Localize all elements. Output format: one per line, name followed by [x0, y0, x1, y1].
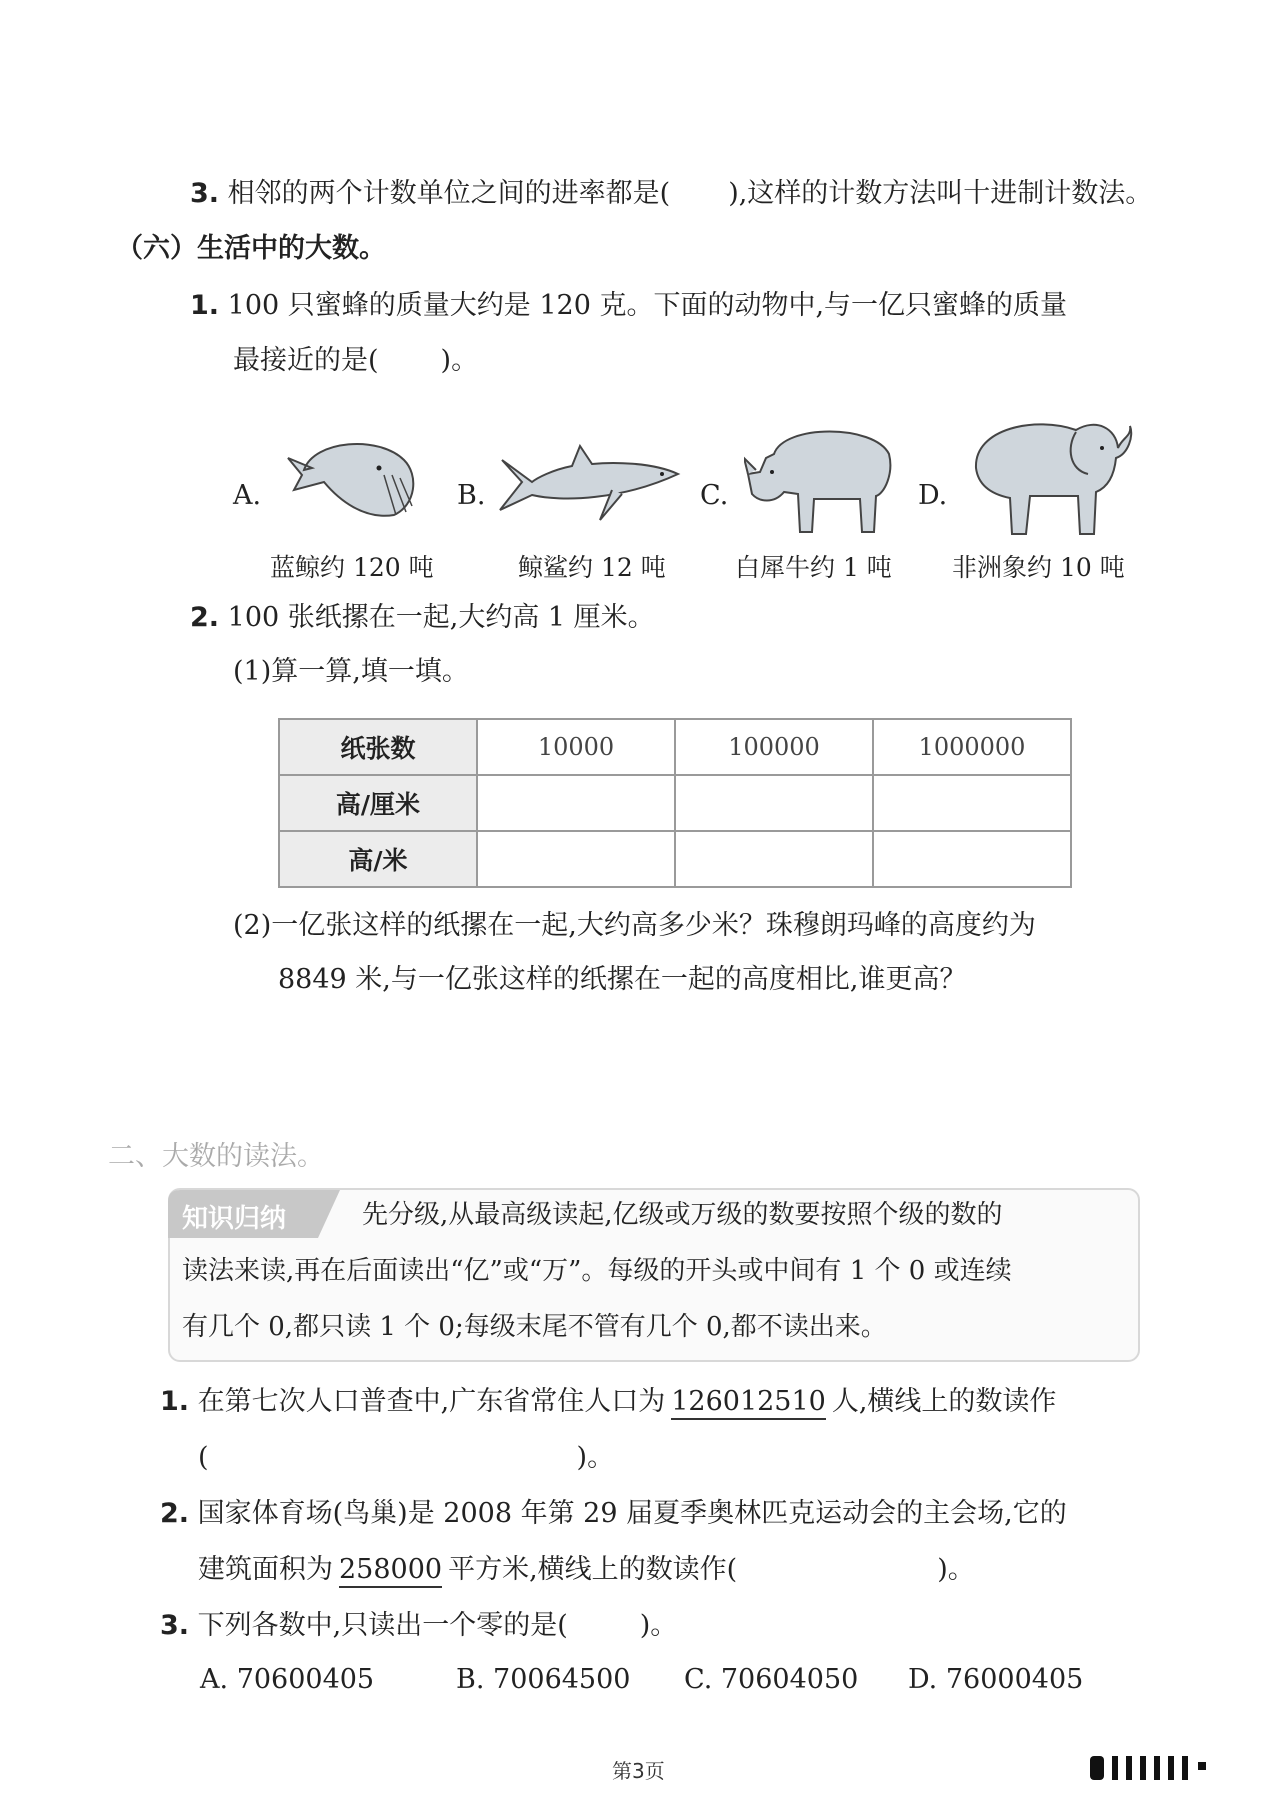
- table-row: [279, 775, 1071, 831]
- answer-cell[interactable]: [873, 831, 1071, 887]
- answer-prompt: 最接近的是(: [233, 345, 379, 376]
- question-text: 100 张纸摞在一起,大约高 1 厘米。: [227, 602, 655, 633]
- option-letter: B.: [456, 1664, 485, 1695]
- answer-prompt-end: )。: [440, 345, 479, 376]
- question-text: 国家体育场(鸟巢)是 2008 年第 29 届夏季奥林匹克运动会的主会场,它的: [197, 1498, 1067, 1529]
- option-label-c: 白犀牛约 1 吨: [735, 553, 892, 582]
- p6-question-2-sub1: (1)算一算,填一填。: [233, 656, 469, 687]
- option-value: 76000405: [945, 1664, 1084, 1695]
- option-letter-d: D.: [918, 480, 948, 511]
- s2-option-b: [456, 1664, 630, 1696]
- p6-question-2: [190, 602, 655, 634]
- question-text-a: 建筑面积为: [198, 1554, 333, 1585]
- p6-question-2-sub2-line2: 8849 米,与一亿张这样的纸摞在一起的高度相比,谁更高？: [278, 964, 967, 995]
- question-3-prev: [190, 178, 1152, 210]
- question-number: 1.: [160, 1386, 190, 1417]
- p6-question-1-line1: [190, 290, 1067, 322]
- elephant-icon: [966, 408, 1136, 536]
- option-letter-a: A.: [233, 480, 262, 511]
- question-text: 下列各数中,只读出一个零的是(: [197, 1610, 568, 1641]
- s2-question-1-line1: [160, 1386, 1056, 1418]
- question-text: 100 只蜜蜂的质量大约是 120 克。下面的动物中,与一亿只蜜蜂的质量: [227, 290, 1068, 321]
- option-letter: D.: [908, 1664, 938, 1695]
- answer-cell[interactable]: [477, 831, 675, 887]
- s2-option-a: [200, 1664, 374, 1696]
- question-text-b: 平方米,横线上的数读作(: [448, 1554, 738, 1585]
- table-cell: 10000: [477, 719, 675, 775]
- question-number: 2.: [160, 1498, 190, 1529]
- question-text: 相邻的两个计数单位之间的进率都是(: [227, 178, 671, 209]
- option-letter: A.: [200, 1664, 229, 1695]
- knowledge-line-2: 读法来读,再在后面读出“亿”或“万”。每级的开头或中间有 1 个 0 或连续: [182, 1256, 1012, 1286]
- s2-option-d: [908, 1664, 1083, 1696]
- row-header: 高/厘米: [279, 775, 477, 831]
- row-header: 高/米: [279, 831, 477, 887]
- s2-question-1-line2: [198, 1442, 614, 1474]
- answer-open: (: [198, 1442, 209, 1473]
- underlined-number: 126012510: [671, 1386, 826, 1420]
- rhino-icon: [744, 414, 896, 534]
- option-letter: C.: [684, 1664, 713, 1695]
- question-text-b: 人,横线上的数读作: [831, 1386, 1057, 1417]
- p6-question-1-line2: [233, 345, 478, 377]
- option-value: 70600405: [236, 1664, 375, 1695]
- option-label-a: 蓝鲸约 120 吨: [270, 553, 434, 582]
- s2-question-2-line2: [198, 1554, 975, 1586]
- s2-question-3: [160, 1610, 677, 1642]
- option-letter-c: C.: [700, 480, 729, 511]
- option-value: 70064500: [493, 1664, 631, 1695]
- page-number: 第3页: [612, 1759, 665, 1783]
- table-row: [279, 831, 1071, 887]
- table-row: [279, 719, 1071, 775]
- knowledge-tag: 知识归纳: [182, 1204, 287, 1234]
- table-cell: 1000000: [873, 719, 1071, 775]
- p6-question-2-sub2-line1: (2)一亿张这样的纸摞在一起,大约高多少米？珠穆朗玛峰的高度约为: [233, 910, 1036, 941]
- section-2-title: 二、大数的读法。: [108, 1141, 324, 1172]
- answer-cell[interactable]: [675, 775, 873, 831]
- answer-close: )。: [576, 1442, 615, 1473]
- question-number: 3.: [190, 178, 220, 209]
- question-text: 在第七次人口普查中,广东省常住人口为: [197, 1386, 666, 1417]
- option-label-d: 非洲象约 10 吨: [952, 553, 1125, 582]
- option-letter-b: B.: [457, 480, 486, 511]
- question-text-c: )。: [937, 1554, 975, 1585]
- knowledge-line-1: 先分级,从最高级读起,亿级或万级的数要按照个级的数的: [362, 1200, 1003, 1230]
- table-cell: 100000: [675, 719, 873, 775]
- shark-icon: [492, 440, 684, 530]
- answer-cell[interactable]: [675, 831, 873, 887]
- option-label-b: 鲸鲨约 12 吨: [518, 553, 666, 582]
- row-header: 纸张数: [279, 719, 477, 775]
- answer-cell[interactable]: [873, 775, 1071, 831]
- paper-table: [278, 718, 1072, 888]
- question-number: 3.: [160, 1610, 190, 1641]
- s2-question-2-line1: [160, 1498, 1067, 1530]
- s2-option-c: [684, 1664, 858, 1696]
- answer-cell[interactable]: [477, 775, 675, 831]
- question-number: 2.: [190, 602, 220, 633]
- question-number: 1.: [190, 290, 220, 321]
- question-text-b: )。: [639, 1610, 678, 1641]
- signal-bars-icon: [1090, 1752, 1250, 1782]
- whale-icon: [284, 420, 434, 520]
- question-text-b: ),这样的计数方法叫十进制计数法。: [728, 178, 1153, 209]
- option-value: 70604050: [720, 1664, 859, 1695]
- underlined-number: 258000: [339, 1554, 442, 1588]
- knowledge-line-3: 有几个 0,都只读 1 个 0;每级末尾不管有几个 0,都不读出来。: [182, 1312, 887, 1342]
- part-6-title: （六）生活中的大数。: [116, 233, 386, 264]
